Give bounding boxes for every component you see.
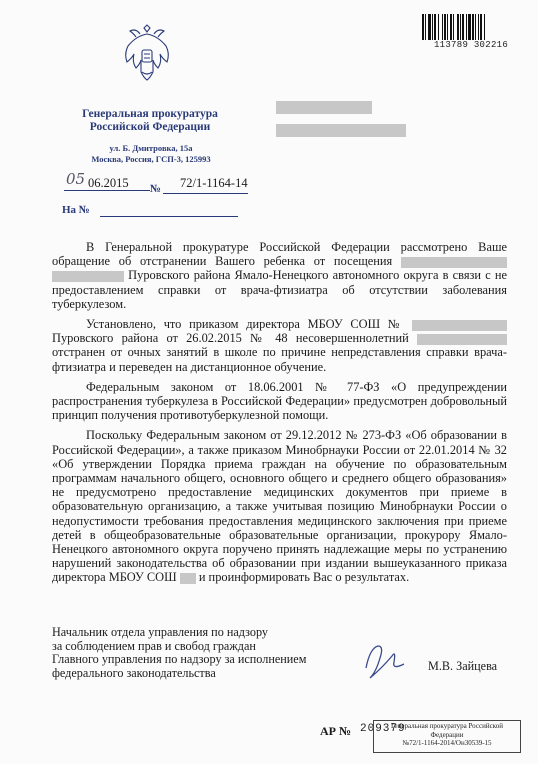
coat-of-arms-emblem [118,24,176,86]
barcode [422,14,520,40]
stamp-line-2: Федерации [430,730,464,739]
address-line-2: Москва, Россия, ГСП-3, 125993 [91,154,211,164]
handwritten-signature [360,638,412,682]
paragraph-2-part-a: Установлено, что приказом директора МБОУ СОШ № [86,317,405,332]
signature-title-line-3: Главного управления по надзору за исполнением [52,652,307,667]
paragraph-2 [52,317,507,374]
stamp-line-3: №72/1-1164-2014/Он30539-15 [402,739,492,747]
redaction [417,334,507,345]
document-number: 72/1-1164-14 [180,176,248,190]
signature-title-block [52,626,306,680]
redaction [412,320,507,331]
signatory-name: М.В. Зайцева [428,659,498,673]
document-date: 06.2015 [88,176,129,190]
paragraph-2-part-b: Пуровского района от 26.02.2015 № 48 несовершеннолетний [52,331,409,346]
paragraph-4 [52,428,507,584]
signature-title-line-1: Начальник отдела управления по надзору [52,625,268,639]
reply-to-underline [100,216,238,217]
signature-title-line-4: федерального законодательства [52,665,216,680]
handwritten-day: 05 [66,170,86,188]
ap-number: 209379 [360,723,406,735]
redaction [180,573,196,584]
signature-title-line-2: за соблюдением прав и свобод граждан [52,638,256,653]
paragraph-3: Федеральным законом от 18.06.2001 № 77-ФЗ «О предупреждении распространения туберкулеза в Российской Федерации» предусмотрен добровольный принцип получения противотуберкулезной помощи. [52,379,507,423]
organization-name [76,108,224,134]
paragraph-4-part-b: и проинформировать Вас о результатах. [198,570,410,585]
barcode-number: 113789 302216 [433,40,509,50]
redacted-recipient-name [276,101,372,114]
redaction [401,257,507,268]
number-underline [163,193,248,194]
number-sign: № [150,183,162,195]
paragraph-1-part-a: В Генеральной прокуратуре Российской Федерации рассмотрено Ваше обращение об отстранении Вашего ребенка от посещения [52,240,507,269]
barcode-bar [484,14,485,40]
redaction [52,271,124,282]
organization-address [80,143,222,165]
stamp-line-1: Генеральная прокуратура Российской [391,722,503,730]
reply-to-label: На № [62,204,90,216]
date-underline [64,190,150,191]
paragraph-1-part-b: Пуровского района Ямало-Ненецкого автономного округа в связи с не предоставлением справки от врача-фтизиатра об отсутствии заболевания туберкулезом. [52,268,507,311]
organization-line-2: Российской Федерации [89,121,211,133]
paragraph-1 [52,240,507,311]
redacted-recipient-address [276,124,406,137]
letter-body [52,240,507,585]
registration-stamp [373,720,521,753]
paragraph-2-part-c: отстранен от очных занятий в школе по причине непредставления справки врача-фтизиатра и переведен на дистанционное обучение. [52,345,507,374]
organization-line-1: Генеральная прокуратура [82,108,218,120]
paragraph-4-part-a: Поскольку Федеральным законом от 29.12.2012 № 273-ФЗ «Об образовании в Российской Федерации», а также приказом Минобрнауки России от 22.01.2014 № 32 «Об утверждении Порядка приема граждан на обучение по образовательным программам начального общего, основного общего и среднего общего образования» не предусмотрено предоставление медицинских документов при приеме в образовательную организацию, а также учитывая позицию Минобрнауки России о недопустимости требования предоставления медицинского заключения при приеме детей в общеобразовательные образовательные организации, прокурору Ямало-Ненецкого автономного округа поручено принять надлежащие меры по устранению нарушений законодательства об образовании при издании вышеуказанного приказа директора МБОУ СОШ [52,428,507,585]
ap-label: АР № [320,724,352,738]
address-line-1: ул. Б. Дмитровка, 15а [109,143,193,153]
